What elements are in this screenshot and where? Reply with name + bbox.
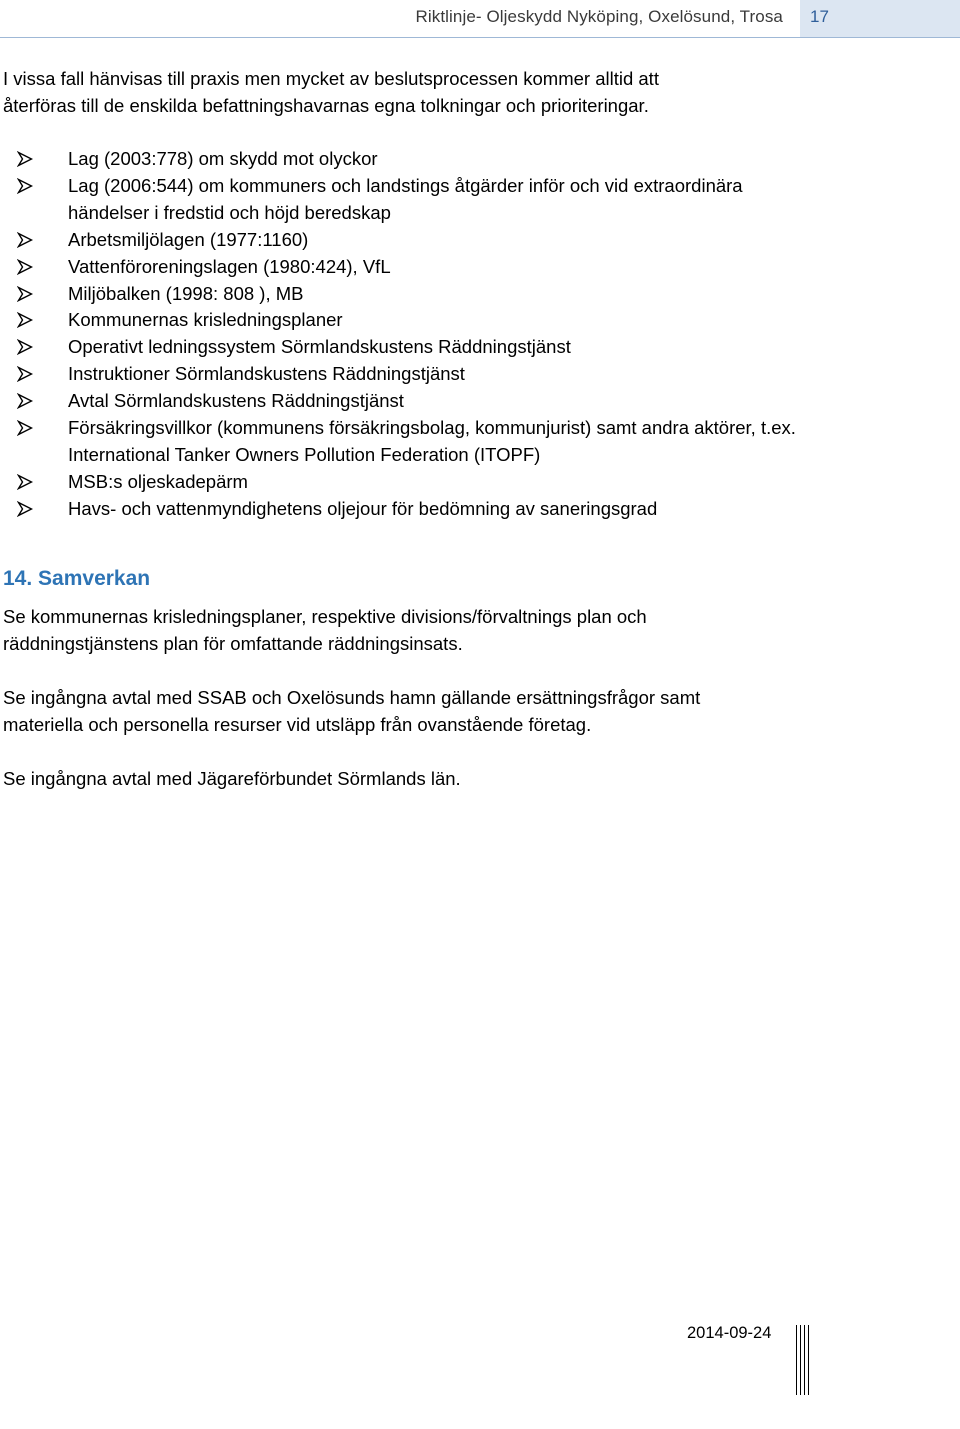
arrowhead-bullet-icon bbox=[17, 259, 33, 275]
list-item-text: Arbetsmiljölagen (1977:1160) bbox=[68, 228, 309, 250]
list-item-text: Lag (2003:778) om skydd mot olyckor bbox=[68, 148, 378, 169]
arrowhead-bullet-icon bbox=[17, 366, 33, 382]
intro-paragraph bbox=[3, 66, 763, 119]
arrowhead-bullet-icon bbox=[17, 286, 33, 302]
list-item bbox=[17, 281, 817, 308]
list-item bbox=[17, 361, 817, 388]
list-item-text: Lag (2006:544) om kommuners och landstings åtgärder inför och vid extraordinära händelser i fredstid och höjd beredskap bbox=[68, 174, 743, 223]
document-title: Riktlinje- Oljeskydd Nyköping, Oxelösund, Trosa bbox=[415, 7, 783, 26]
page-number: 17 bbox=[810, 7, 829, 26]
intro-line: I vissa fall hänvisas till praxis men mycket av beslutsprocessen kommer alltid att bbox=[3, 68, 659, 89]
list-item bbox=[17, 388, 817, 415]
list-item bbox=[17, 496, 817, 523]
list-item bbox=[17, 307, 817, 334]
list-item bbox=[17, 334, 817, 361]
list-item-text: MSB:s oljeskadepärm bbox=[68, 470, 248, 492]
header-divider bbox=[0, 37, 960, 38]
arrowhead-bullet-icon bbox=[17, 312, 33, 328]
arrowhead-bullet-icon bbox=[17, 393, 33, 409]
list-item bbox=[17, 146, 817, 173]
arrowhead-bullet-icon bbox=[17, 501, 33, 517]
legislation-list bbox=[17, 146, 817, 523]
footer-date: 2014-09-24 bbox=[687, 1324, 772, 1342]
arrowhead-bullet-icon bbox=[17, 232, 33, 248]
list-item bbox=[17, 469, 817, 496]
list-item-text: Havs- och vattenmyndighetens oljejour för bedömning av saneringsgrad bbox=[68, 497, 658, 519]
list-item-text: Kommunernas krisledningsplaner bbox=[68, 309, 343, 331]
section-heading: 14. Samverkan bbox=[3, 567, 151, 590]
arrowhead-bullet-icon bbox=[17, 151, 33, 167]
list-item-text: Miljöbalken (1998: 808 ), MB bbox=[68, 282, 304, 304]
list-item bbox=[17, 254, 817, 281]
arrowhead-bullet-icon bbox=[17, 178, 33, 194]
list-item-text: Instruktioner Sörmlandskustens Räddningstjänst bbox=[68, 363, 465, 385]
list-item bbox=[17, 227, 817, 254]
arrowhead-bullet-icon bbox=[17, 420, 33, 436]
section-paragraph: Se kommunernas krisledningsplaner, respektive divisions/förvaltnings plan och räddningstjänstens plan för omfattande räddningsinsats. bbox=[3, 606, 647, 654]
list-item-text: Försäkringsvillkor (kommunens försäkringsbolag, kommunjurist) samt andra aktörer, t.ex. International Tanker Owners Pollution Federation (ITOPF) bbox=[68, 417, 796, 465]
list-item bbox=[17, 173, 817, 227]
list-item-text: Vattenföroreningslagen (1980:424), VfL bbox=[68, 255, 391, 277]
page-header bbox=[0, 0, 960, 38]
intro-line: återföras till de enskilda befattningshavarnas egna tolkningar och prioriteringar. bbox=[3, 94, 649, 116]
arrowhead-bullet-icon bbox=[17, 474, 33, 490]
footer-bar-decoration bbox=[796, 1325, 810, 1395]
arrowhead-bullet-icon bbox=[17, 339, 33, 355]
list-item bbox=[17, 415, 817, 469]
section-paragraph: Se ingångna avtal med Jägareförbundet Sörmlands län. bbox=[3, 768, 461, 789]
list-item-text: Operativt ledningssystem Sörmlandskustens Räddningstjänst bbox=[68, 336, 571, 358]
list-item-text: Avtal Sörmlandskustens Räddningstjänst bbox=[68, 390, 404, 412]
section-paragraph: Se ingångna avtal med SSAB och Oxelösunds hamn gällande ersättningsfrågor samt materiella och personella resurser vid utsläpp från ovanstående företag. bbox=[3, 687, 701, 735]
